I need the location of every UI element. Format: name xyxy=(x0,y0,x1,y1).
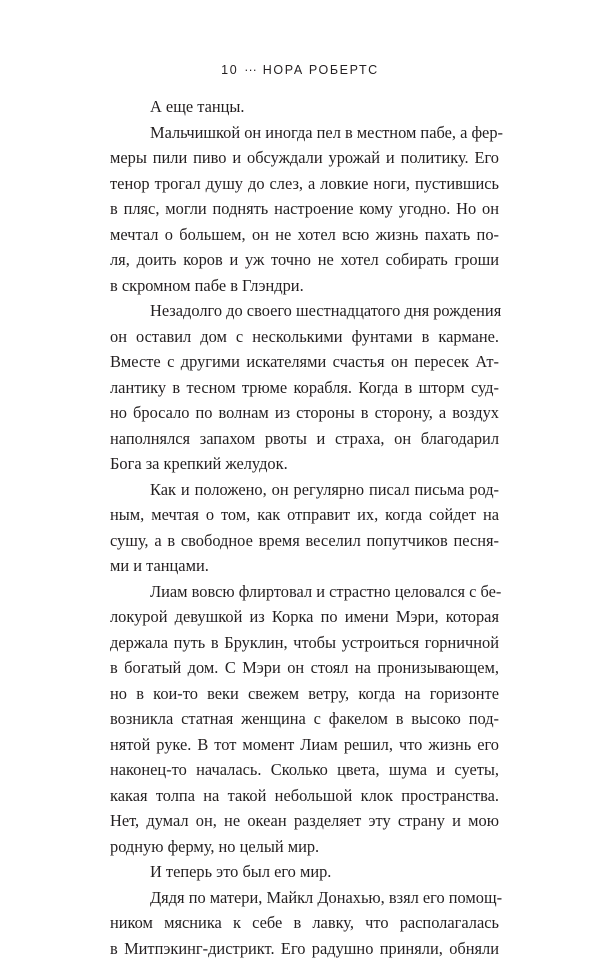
text-line: ником мясника к себе в лавку, что располагалась xyxy=(110,910,499,936)
text-line: ля, доить коров и уж точно не хотел собирать гроши xyxy=(110,247,499,273)
running-head xyxy=(0,63,600,77)
text-line: в богатый дом. С Мэри он стоял на пронизывающем, xyxy=(110,655,499,681)
text-line: А еще танцы. xyxy=(110,94,499,120)
text-line: ным, мечтая о том, как отправит их, когда сойдет на xyxy=(110,502,499,528)
text-line: какая толпа на такой небольшой клок пространства. xyxy=(110,783,499,809)
text-line: лантику в тесном трюме корабля. Когда в шторм суд- xyxy=(110,375,499,401)
text-line: Лиам вовсю флиртовал и страстно целовался с бе- xyxy=(110,579,499,605)
text-line: он оставил дом с несколькими фунтами в кармане. xyxy=(110,324,499,350)
text-line: меры пили пиво и обсуждали урожай и политику. Его xyxy=(110,145,499,171)
text-line: в скромном пабе в Глэндри. xyxy=(110,273,499,299)
text-line: локурой девушкой из Корка по имени Мэри, которая xyxy=(110,604,499,630)
header-separator: ··· xyxy=(244,63,257,77)
text-line: Вместе с другими искателями счастья он пересек Ат- xyxy=(110,349,499,375)
text-line: но бросало по волнам из стороны в сторону, а воздух xyxy=(110,400,499,426)
text-line: наконец-то началась. Сколько цвета, шума и суеты, xyxy=(110,757,499,783)
text-line: мечтал о большем, он не хотел всю жизнь пахать по- xyxy=(110,222,499,248)
text-line: Дядя по матери, Майкл Донахью, взял его помощ- xyxy=(110,885,499,911)
page-number: 10 xyxy=(221,63,238,77)
text-line: ми и танцами. xyxy=(110,553,499,579)
body-text xyxy=(110,94,499,961)
text-line: наполнялся запахом рвоты и страха, он благодарил xyxy=(110,426,499,452)
text-line: в Митпэкинг-дистрикт. Его радушно приняли, обняли xyxy=(110,936,499,961)
text-line: в пляс, могли поднять настроение кому угодно. Но он xyxy=(110,196,499,222)
text-line: сушу, а в свободное время веселил попутчиков песня- xyxy=(110,528,499,554)
text-line: возникла статная женщина с факелом в высоко под- xyxy=(110,706,499,732)
text-line: Бога за крепкий желудок. xyxy=(110,451,499,477)
text-line: тенор трогал душу до слез, а ловкие ноги, пустившись xyxy=(110,171,499,197)
text-line: держала путь в Бруклин, чтобы устроиться горничной xyxy=(110,630,499,656)
text-line: но в кои-то веки свежем ветру, когда на горизонте xyxy=(110,681,499,707)
text-line: И теперь это был его мир. xyxy=(110,859,499,885)
text-line: Мальчишкой он иногда пел в местном пабе, а фер- xyxy=(110,120,499,146)
text-line: Как и положено, он регулярно писал письма род- xyxy=(110,477,499,503)
author-name: НОРА РОБЕРТС xyxy=(263,63,379,77)
text-line: нятой руке. В тот момент Лиам решил, что жизнь его xyxy=(110,732,499,758)
text-line: Незадолго до своего шестнадцатого дня рождения xyxy=(110,298,499,324)
text-line: Нет, думал он, не океан разделяет эту страну и мою xyxy=(110,808,499,834)
text-line: родную ферму, но целый мир. xyxy=(110,834,499,860)
